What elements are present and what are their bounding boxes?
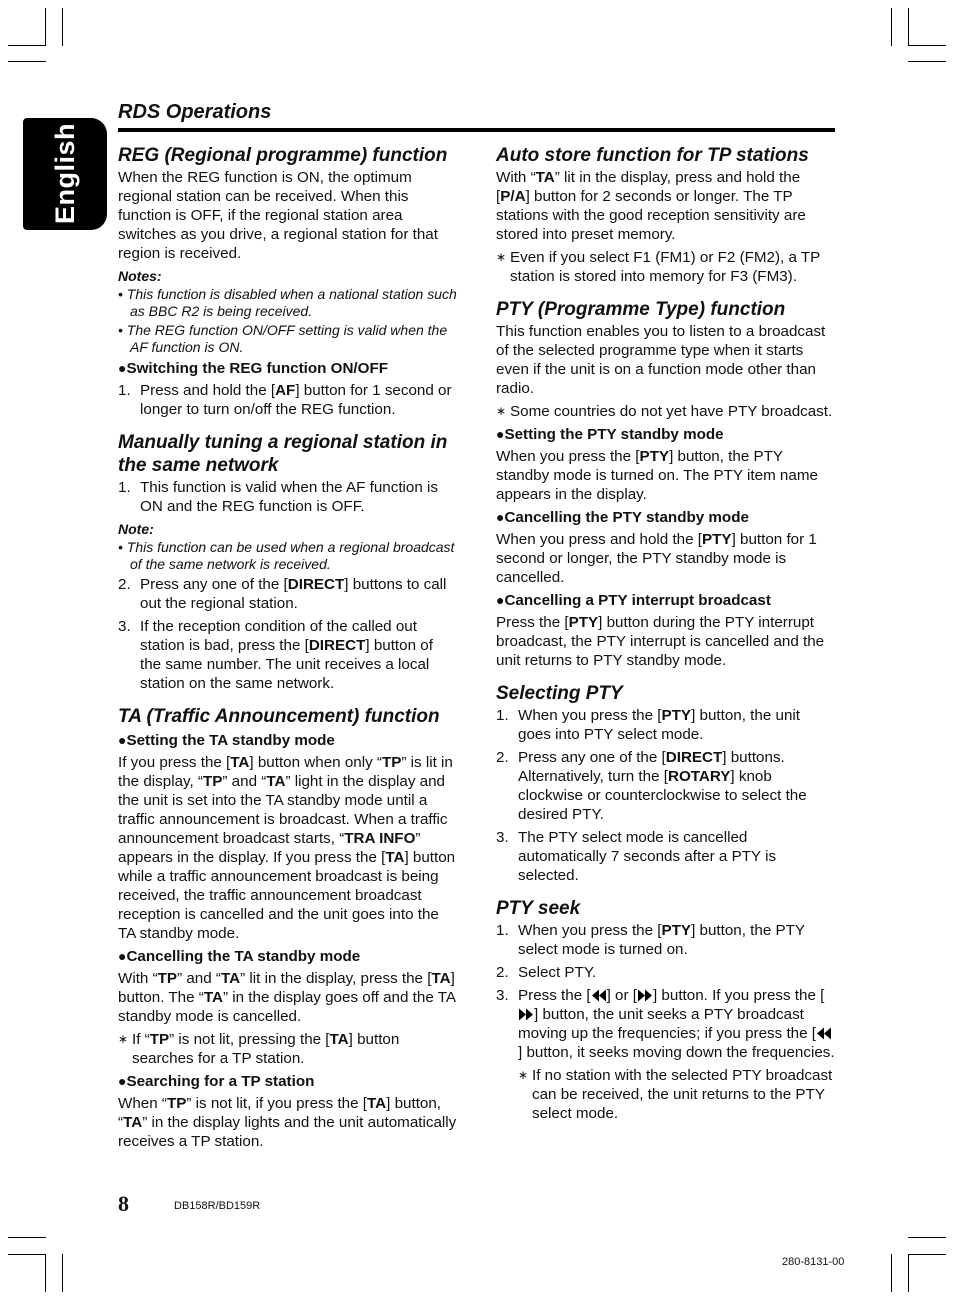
manual-note-heading: Note: [118,521,154,537]
ta-bullet: ● Setting the TA standby mode [118,731,458,750]
pty-bullet: ● Cancelling a PTY interrupt broadcast [496,591,836,610]
crop-mark [908,1254,946,1255]
crop-mark [45,1254,46,1292]
pty-asterisk-note: ∗ Some countries do not yet have PTY broadcast. [496,403,833,420]
pty-paragraph: Press the [PTY] button during the PTY interrupt broadcast, the PTY interrupt is cancelled and the unit returns to PTY standby mode. [496,614,825,669]
reg-bullet: ● Switching the REG function ON/OFF [118,359,458,378]
pty-bullet: ● Setting the PTY standby mode [496,425,836,444]
list-item: 1. When you press the [PTY] button, the PTY select mode is turned on. [496,922,805,958]
ta-heading: TA (Traffic Announcement) function [118,706,440,727]
manual-heading: Manually tuning a regional station in the same network [118,432,448,476]
reg-notes-heading: Notes: [118,268,162,284]
ta-paragraph: With “TP” and “TA” lit in the display, press the [TA] button. The “TA” in the display goes off and the TA standby mode is cancelled. [118,970,456,1025]
pty-bullet: ● Cancelling the PTY standby mode [496,508,836,527]
auto-store-paragraph: With “TA” lit in the display, press and hold the [P/A] button for 2 seconds or longer. The TP stations with the good reception sensitivity are stored into preset memory. [496,169,806,243]
pty-paragraph: When you press the [PTY] button, the PTY standby mode is turned on. The PTY item name appears in the display. [496,448,818,503]
pty-paragraph: When you press and hold the [PTY] button for 1 second or longer, the PTY standby mode is cancelled. [496,531,817,586]
ta-paragraph: If you press the [TA] button when only “TP” is lit in the display, “TP” and “TA” light in the display and the unit is set into the TA standby mode until a traffic announcement is broadcast. When a traffic announcement broadcast starts, “TRA INFO” appears in the display. If you press the [TA] button while a traffic announcement broadcast is being received, the traffic announcement broadcast reception is cancelled and the unit goes into the TA standby mode. [118,754,456,942]
crop-mark [62,8,63,46]
ta-bullet: ● Searching for a TP station [118,1072,458,1091]
af-button-label: AF [275,382,296,399]
auto-store-heading: Auto store function for TP stations [496,145,809,166]
pty-heading: PTY (Programme Type) function [496,299,786,320]
crop-mark [908,1254,909,1292]
list-item: 1. When you press the [PTY] button, the unit goes into PTY select mode. [496,707,800,743]
list-item: 3. If the reception condition of the called out station is bad, press the [DIRECT] button of the same number. The unit receives a local station on the same network. [118,618,433,692]
crop-mark [8,1254,46,1255]
crop-mark [908,8,909,46]
list-item: 3. The PTY select mode is cancelled automatically 7 seconds after a PTY is selected. [496,829,777,884]
left-column [118,144,458,1155]
list-item: 1. This function is valid when the AF function is ON and the REG function is OFF. [118,479,438,515]
list-item: 1. Press and hold the [AF] button for 1 second or longer to turn on/off the REG function. [118,382,452,418]
crop-mark [8,45,46,46]
ta-bullet: ● Cancelling the TA standby mode [118,947,458,966]
prev-track-icon [591,989,607,1002]
pty-seek-asterisk-note: ∗ If no station with the selected PTY broadcast can be received, the unit returns to the PTY select mode. [518,1067,833,1122]
next-track-icon [637,989,653,1002]
crop-mark [891,8,892,46]
page-number: 8 [118,1191,129,1216]
section-title: RDS Operations [118,101,272,123]
crop-mark [8,61,46,62]
crop-mark [908,61,946,62]
list-item: 2. Press any one of the [DIRECT] buttons. Alternatively, turn the [ROTARY] knob clockwise or counterclockwise to select the desired PTY. [496,749,807,823]
list-item: 2. Select PTY. [496,964,597,981]
crop-mark [908,1237,946,1238]
pty-seek-heading: PTY seek [496,898,581,919]
crop-mark [891,1254,892,1292]
right-column [496,144,836,1127]
list-item: 3. Press the [ ] or [ ] button. If you press the [] button, the unit seeks a PTY broadcast moving up the frequencies; if you press the [] button, it seeks moving down the frequencies. [496,987,835,1061]
crop-mark [8,1237,46,1238]
pty-intro: This function enables you to listen to a broadcast of the selected programme type when it starts even if the unit is on a function mode other than radio. [496,323,826,397]
crop-mark [45,8,46,46]
reg-note: • The REG function ON/OFF setting is valid when the AF function is ON. [118,322,448,355]
document-code: 280-8131-00 [782,1256,845,1268]
ta-paragraph: When “TP” is not lit, if you press the [TA] button, “TA” in the display lights and the unit automatically receives a TP station. [118,1095,457,1150]
list-item: 2. Press any one of the [DIRECT] buttons to call out the regional station. [118,576,447,612]
crop-mark [908,45,946,46]
prev-track-icon [816,1027,832,1040]
crop-mark [62,1254,63,1292]
reg-intro: When the REG function is ON, the optimum regional station can be received. When this function is OFF, if the regional station area switches as you drive, a regional station for that region is received. [118,169,438,262]
header-rule [118,128,835,132]
language-tab [23,118,107,230]
manual-note: • This function can be used when a regional broadcast of the same network is received. [118,539,455,572]
ta-asterisk-note: ∗ If “TP” is not lit, pressing the [TA] button searches for a TP station. [118,1031,400,1067]
model-number: DB158R/BD159R [174,1200,261,1212]
language-tab-label: English [49,123,80,225]
reg-note: • This function is disabled when a national station such as BBC R2 is being received. [118,286,457,319]
next-track-icon [518,1008,534,1021]
auto-store-asterisk-note: ∗ Even if you select F1 (FM1) or F2 (FM2), a TP station is stored into memory for F3 (FM3). [496,249,821,285]
reg-heading: REG (Regional programme) function [118,145,448,166]
selecting-pty-heading: Selecting PTY [496,683,623,704]
